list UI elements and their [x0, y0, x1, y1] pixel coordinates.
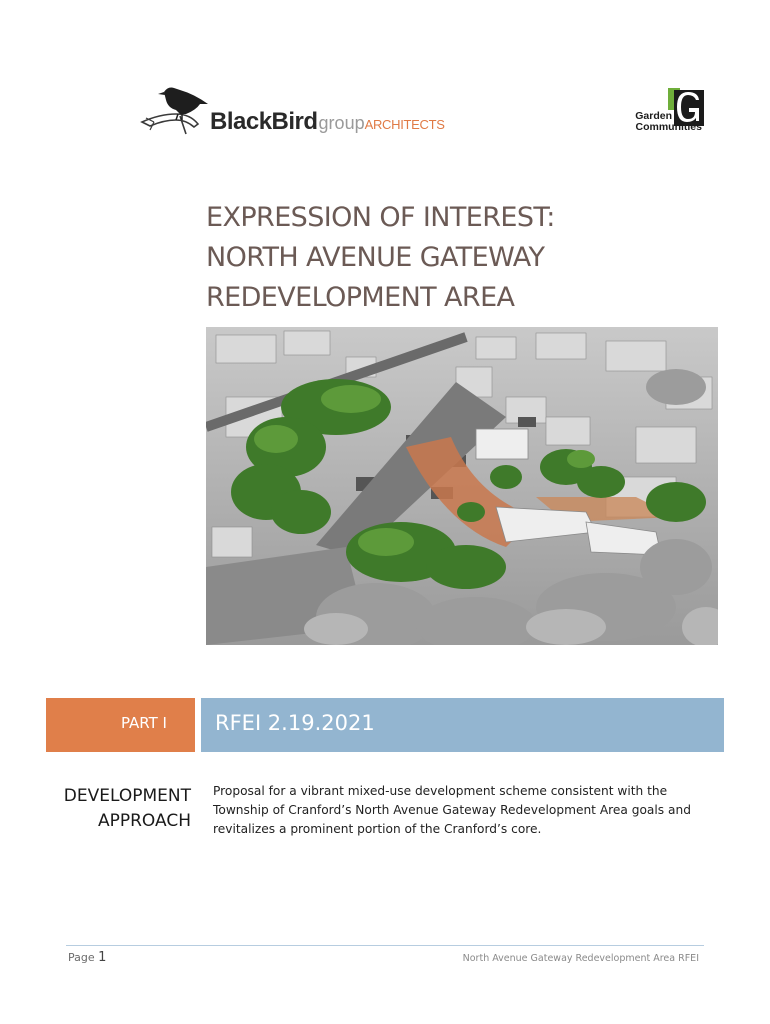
blackbird-word: BlackBird [210, 108, 318, 135]
garden-communities-logo [600, 86, 710, 136]
page-word: Page [68, 951, 95, 964]
footer-document-title: North Avenue Gateway Redevelopment Area RFEI [462, 953, 699, 964]
title-line-1: EXPRESSION OF INTEREST: [206, 202, 555, 233]
footer-divider [66, 945, 704, 946]
title-line-2: NORTH AVENUE GATEWAY [206, 242, 545, 273]
group-word: group [318, 113, 365, 133]
heading-line-2: APPROACH [97, 811, 191, 831]
footer-page-number [68, 950, 106, 965]
blackbird-logo-icon [140, 80, 212, 138]
communities-word: Communities [635, 121, 702, 133]
architects-word: ARCHITECTS [364, 117, 445, 132]
development-approach-text: Proposal for a vibrant mixed-use development scheme consistent with the Township of Cranford’s North Avenue Gateway Redevelopment Area goals and revitalizes a prominent portion of the Cranford’s core. [213, 784, 691, 836]
aerial-site-rendering-image [206, 327, 718, 645]
page-number: 1 [98, 950, 107, 965]
heading-line-1: DEVELOPMENT [63, 786, 191, 806]
development-approach-heading [40, 784, 191, 834]
document-title [206, 198, 726, 318]
title-line-3: REDEVELOPMENT AREA [206, 282, 515, 313]
part-label: PART I [120, 714, 167, 732]
blackbird-wordmark [210, 108, 445, 136]
blackbird-group-architects-logo [140, 80, 460, 140]
rfei-date-box [201, 698, 724, 752]
garden-word: Garden [635, 110, 672, 122]
rfei-date-label: RFEI 2.19.2021 [215, 711, 375, 735]
part-label-box [46, 698, 195, 752]
